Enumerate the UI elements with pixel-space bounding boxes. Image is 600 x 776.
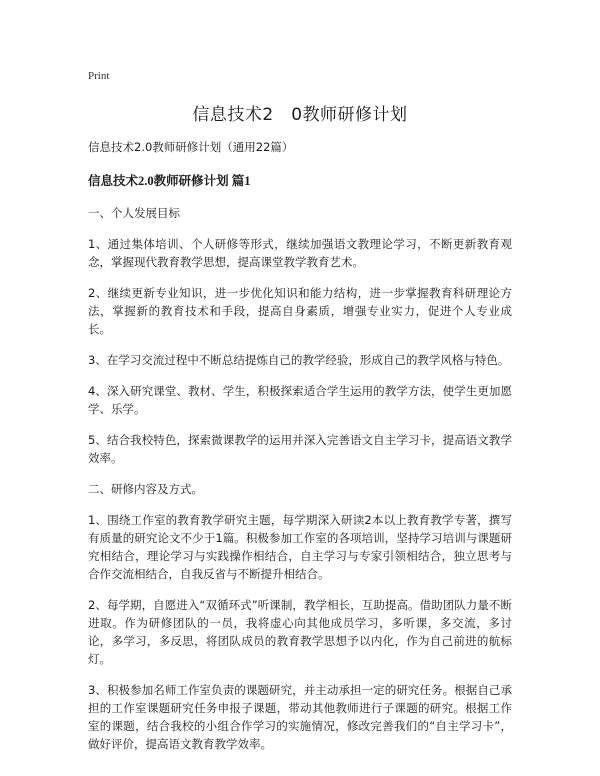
heading-research-content: 二、研修内容及方式。 <box>88 482 203 496</box>
print-label: Print <box>88 70 110 82</box>
research-paragraph-2: 2、每学期，自愿进入“双循环式”听课制，教学相长，互助提高。借助团队力量不断进取。作为研修团队的一员，我将虚心向其他成员学习，多听课，多交流，多讨论，多学习，多反思，将团队成员的教育教学思想予以内化，作为自己前进的航标灯。 <box>88 598 512 666</box>
document-subtitle: 信息技术2.0教师研修计划（通用22篇） <box>88 140 294 154</box>
document-title: 信息技术2 0教师研修计划 <box>192 105 408 125</box>
goal-paragraph-4: 4、深入研究课堂、教材、学生，积极探索适合学生运用的教学方法，使学生更加愿学、乐学。 <box>88 384 512 416</box>
research-paragraph-1: 1、围绕工作室的教育教学研究主题，每学期深入研读2本以上教育教学专著，撰写有质量的研究论文不少于1篇。积极参加工作室的各项培训，坚持学习培训与课题研究相结合，理论学习与实践操作相结合，自主学习与专家引领相结合，独立思考与合作交流相结合，自我反省与不断提升相结合。 <box>88 513 512 581</box>
goal-paragraph-2: 2、继续更新专业知识，进一步优化知识和能力结构，进一步掌握教育科研理论方法，掌握新的教育技术和手段，提高自身素质，增强专业实力，促进个人专业成长。 <box>88 286 512 336</box>
section-heading: 信息技术2.0教师研修计划 篇1 <box>88 174 251 188</box>
goal-paragraph-5: 5、结合我校特色，探索微课教学的运用并深入完善语文自主学习卡，提高语文教学效率。 <box>88 433 512 465</box>
research-paragraph-3: 3、积极参加名师工作室负责的课题研究，并主动承担一定的研究任务。根据自己承担的工作室课题研究任务申报子课题，带动其他教师进行子课题的研究。根据工作室的课题，结合我校的小组合作学习的实施情况，修改完善我们的“自主学习卡”，做好评价，提高语文教育教学效率。 <box>88 683 512 751</box>
heading-personal-goals: 一、个人发展目标 <box>88 206 180 220</box>
goal-paragraph-3: 3、在学习交流过程中不断总结提炼自己的教学经验，形成自己的教学风格与特色。 <box>88 353 510 367</box>
goal-paragraph-1: 1、通过集体培训、个人研修等形式，继续加强语文教理论学习，不断更新教育观念，掌握现代教育教学思想，提高课堂教学教育艺术。 <box>88 237 512 269</box>
